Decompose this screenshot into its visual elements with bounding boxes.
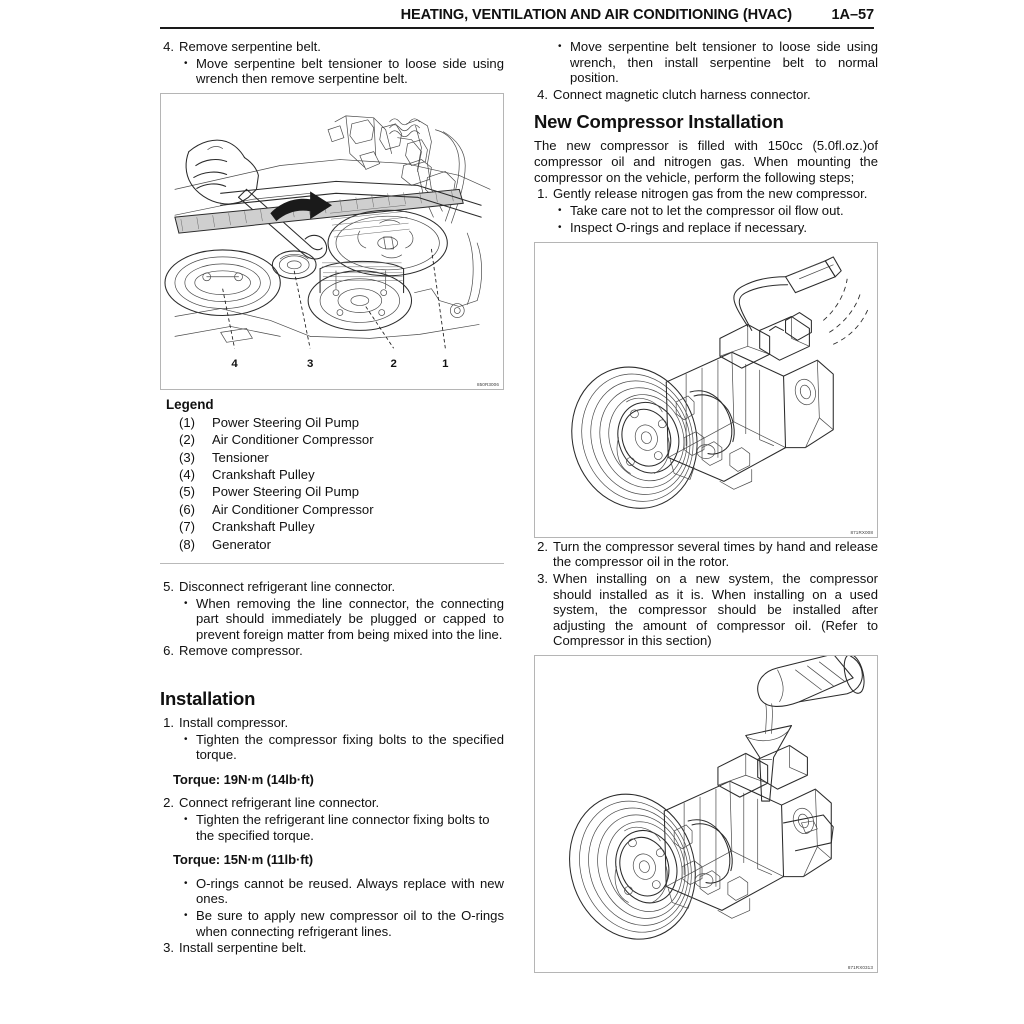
bullet-text: Take care not to let the compressor oil flow out. [570, 202, 844, 218]
step-text: Install compressor. [179, 715, 289, 730]
install-step-1-bullet [160, 732, 504, 763]
left-column [160, 38, 504, 973]
figure-compressor-oil-fill [534, 655, 878, 973]
bullet-text: Inspect O-rings and replace if necessary. [570, 219, 808, 235]
figure-serpentine-belt-drawing [161, 94, 503, 389]
legend-key: (8) [179, 536, 196, 552]
legend-label: Crankshaft Pulley [212, 467, 315, 482]
step-number: 2. [537, 538, 548, 554]
bullet-dot-icon: • [184, 909, 188, 921]
bullet-dot-icon: • [184, 877, 188, 889]
figure1-callout-1: 1 [442, 357, 449, 370]
left-step-6 [160, 643, 504, 659]
step-text: When installing on a new system, the compressor should installed as it is. When installing on a used system, the compressor should be installed after adjusting the amount of compressor oil. (Refer to Compressor in this section) [553, 570, 878, 649]
install-step-3 [160, 940, 504, 956]
install-oil-bullet [160, 908, 504, 939]
new-compressor-step-1-bullet-2 [534, 220, 878, 236]
install-orings-bullet [160, 876, 504, 907]
legend-list [160, 414, 504, 553]
step-text: Turn the compressor several times by hand and release the compressor oil in the rotor. [553, 538, 878, 570]
step-text: Connect refrigerant line connector. [179, 795, 380, 811]
step-number: 5. [163, 579, 174, 595]
step-number: 4. [537, 86, 548, 102]
new-compressor-step-3 [534, 571, 878, 649]
bullet-text: Be sure to apply new compressor oil to the O-rings when connecting refrigerant lines. [196, 907, 504, 939]
legend-key: (2) [179, 432, 196, 448]
figure3-code: 871RX0313 [847, 964, 873, 970]
legend-item [160, 518, 504, 535]
step-number: 2. [163, 795, 174, 811]
figure-serpentine-belt [160, 93, 504, 390]
install-step-2-bullet [160, 812, 504, 843]
legend-label: Air Conditioner Compressor [212, 501, 374, 517]
step-text: Install serpentine belt. [179, 940, 307, 956]
bullet-dot-icon: • [558, 221, 562, 233]
new-compressor-step-1-bullet-1 [534, 203, 878, 219]
step-number: 6. [163, 643, 174, 659]
bullet-text: When removing the line connector, the connecting part should immediately be plugged or capped to prevent foreign matter from being mixed into the line. [196, 595, 504, 642]
left-step-4 [160, 39, 504, 55]
header-divider [160, 27, 874, 29]
two-column-body [160, 38, 878, 973]
bullet-text: Move serpentine belt tensioner to loose side using wrench, then install serpentine belt to normal position. [570, 39, 878, 86]
install-step-1 [160, 715, 504, 731]
step-number: 4. [163, 39, 174, 54]
legend-key: (5) [179, 484, 196, 500]
left-step-5 [160, 579, 504, 595]
bullet-text: O-rings cannot be reused. Always replace with new ones. [196, 875, 504, 907]
left-step-5-bullet [160, 596, 504, 643]
figure-compressor-nitrogen-release [534, 242, 878, 538]
torque-spec-1: Torque: 19N·m (14lb·ft) [173, 771, 314, 787]
legend-label: Crankshaft Pulley [212, 519, 315, 535]
bullet-dot-icon: • [558, 41, 562, 52]
legend-label: Tensioner [212, 449, 269, 465]
step-text: Remove serpentine belt. [179, 39, 321, 54]
figure1-code: 850R3006 [476, 381, 499, 387]
page-header [160, 0, 874, 23]
right-column [534, 38, 878, 973]
new-compressor-heading: New Compressor Installation [534, 111, 784, 133]
legend-item [160, 414, 504, 431]
bullet-dot-icon: • [184, 597, 188, 609]
step-number: 1. [163, 715, 174, 730]
torque-spec-2: Torque: 15N·m (11lb·ft) [173, 852, 314, 868]
bullet-dot-icon: • [184, 733, 188, 745]
new-compressor-step-2 [534, 539, 878, 570]
legend-item [160, 536, 504, 553]
new-compressor-intro: The new compressor is filled with 150cc (5.0fl.oz.)of compressor oil and nitrogen gas. When mounting the compressor on the vehicle, perform the following steps; [534, 138, 878, 185]
new-compressor-step-1 [534, 186, 878, 202]
legend-label: Generator [212, 536, 271, 552]
right-top-bullet [534, 39, 878, 86]
bullet-text: Move serpentine belt tensioner to loose side using wrench then remove serpentine belt. [196, 55, 504, 87]
page-number: 1A–57 [831, 7, 874, 23]
legend-item [160, 449, 504, 466]
legend-item [160, 431, 504, 448]
legend-label: Power Steering Oil Pump [212, 414, 360, 430]
bullet-dot-icon: • [558, 204, 562, 216]
legend-item [160, 466, 504, 483]
left-step-4-bullet [160, 56, 504, 87]
legend-key: (1) [179, 414, 196, 430]
legend-key: (3) [179, 449, 196, 465]
figure1-callout-3: 3 [306, 357, 314, 370]
figure-compressor-nitrogen-drawing [535, 243, 877, 537]
figure-compressor-oil-drawing [535, 656, 877, 972]
step-number: 3. [163, 940, 174, 956]
figure1-callout-2: 2 [390, 357, 397, 370]
step-text: Connect magnetic clutch harness connector. [553, 86, 811, 102]
bullet-dot-icon: • [184, 57, 188, 69]
legend-item [160, 501, 504, 518]
figure2-code: 871RX008 [850, 529, 873, 535]
step-text: Disconnect refrigerant line connector. [179, 579, 396, 595]
figure1-callout-4: 4 [231, 357, 238, 370]
legend-key: (7) [179, 519, 196, 535]
right-step-4 [534, 87, 878, 103]
legend-key: (6) [179, 501, 196, 517]
step-text: Remove compressor. [179, 643, 303, 659]
step-number: 1. [537, 186, 548, 202]
bullet-text: Tighten the refrigerant line connector fixing bolts to the specified torque. [196, 811, 490, 843]
installation-heading: Installation [160, 688, 256, 709]
legend-label: Power Steering Oil Pump [212, 484, 360, 500]
step-number: 3. [537, 570, 548, 586]
legend-label: Air Conditioner Compressor [212, 432, 374, 448]
legend-key: (4) [179, 467, 196, 482]
install-step-2 [160, 795, 504, 811]
legend-item [160, 483, 504, 500]
page-title: HEATING, VENTILATION AND AIR CONDITIONING (HVAC) [400, 7, 792, 23]
bullet-text: Tighten the compressor fixing bolts to the specified torque. [196, 731, 504, 763]
bullet-dot-icon: • [184, 813, 188, 825]
step-text: Gently release nitrogen gas from the new compressor. [553, 186, 868, 202]
legend-heading: Legend [166, 396, 214, 412]
